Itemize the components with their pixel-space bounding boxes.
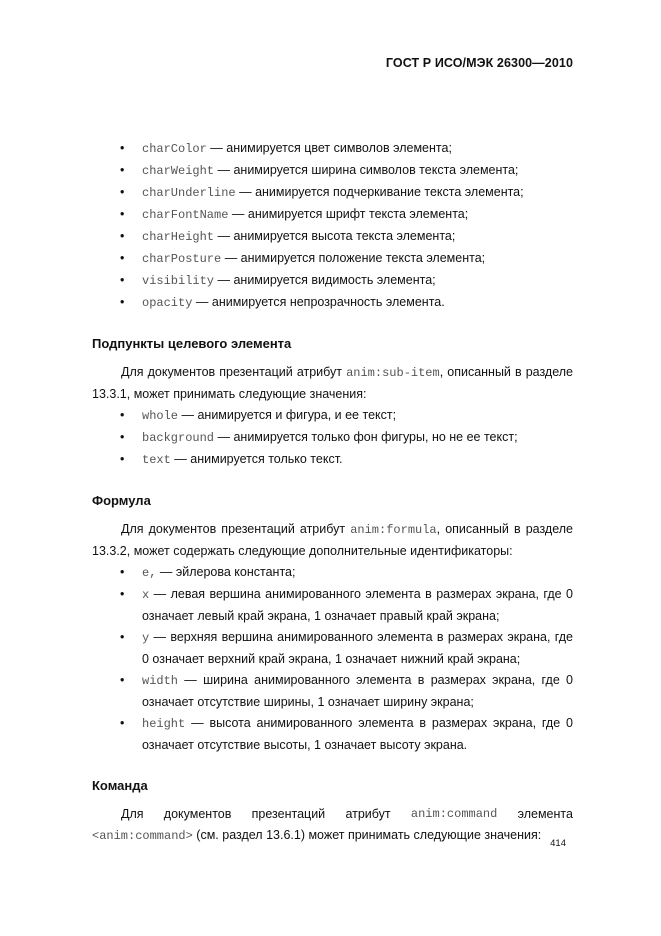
bullet-icon: •	[120, 251, 125, 265]
bullet-icon: •	[120, 565, 125, 579]
paragraph-text: Для документов презентаций атрибут	[121, 522, 351, 536]
paragraph-word: элемента	[517, 807, 573, 821]
item-text: — анимируется шрифт текста элемента;	[228, 207, 469, 221]
page-content	[92, 138, 573, 847]
animated-properties-list	[92, 138, 573, 314]
bullet-icon: •	[120, 430, 125, 444]
code-term: charUnderline	[142, 186, 236, 200]
bullet-icon: •	[120, 273, 125, 287]
item-text: — анимируется ширина символов текста элемента;	[214, 163, 519, 177]
section-paragraph	[92, 519, 573, 562]
code-term: anim:formula	[350, 523, 437, 537]
paragraph-word: атрибут	[345, 807, 391, 821]
bullet-icon: •	[120, 229, 125, 243]
list-item	[92, 182, 573, 204]
paragraph-word: документов	[163, 807, 232, 821]
bullet-icon: •	[120, 673, 125, 687]
list-item	[92, 713, 573, 756]
paragraph-text: (см. раздел 13.6.1) может принимать следующие значения:	[192, 828, 542, 842]
code-term: x	[142, 588, 150, 602]
code-term: charHeight	[142, 230, 215, 244]
code-term: whole	[142, 409, 179, 423]
code-term: charColor	[142, 142, 207, 156]
section-paragraph	[92, 362, 573, 405]
code-term: background	[142, 431, 215, 445]
item-text: — анимируется видимость элемента;	[214, 273, 436, 287]
page-number: 414	[550, 838, 566, 849]
bullet-icon: •	[120, 141, 125, 155]
paragraph-text: , описанный в разделе 13.3.2, может содержать следующие дополнительные идентификаторы:	[92, 522, 573, 558]
list-item	[92, 627, 573, 670]
code-term: y	[142, 631, 150, 645]
sub-item-values-list	[92, 405, 573, 471]
bullet-icon: •	[120, 207, 125, 221]
list-item	[92, 248, 573, 270]
bullet-icon: •	[120, 452, 125, 466]
list-item	[92, 562, 573, 584]
list-item	[92, 670, 573, 713]
item-text: — анимируется положение текста элемента;	[221, 251, 486, 265]
item-text: — эйлерова константа;	[156, 565, 296, 579]
command-paragraph-line1	[92, 804, 573, 825]
paragraph-text: Для документов презентаций атрибут	[121, 365, 347, 379]
section-title-command: Команда	[92, 778, 148, 793]
code-term: charFontName	[142, 208, 229, 222]
section-title-formula: Формула	[92, 493, 151, 508]
list-item	[92, 204, 573, 226]
code-term: height	[142, 717, 186, 731]
list-item	[92, 584, 573, 627]
item-text: — анимируется подчеркивание текста элемента;	[235, 185, 524, 199]
list-item	[92, 226, 573, 248]
item-text: — левая вершина анимированного элемента в размерах экрана, где 0 означает левый край экрана, 1 означает правый край экрана;	[142, 587, 573, 623]
code-term: charPosture	[142, 252, 222, 266]
bullet-icon: •	[120, 716, 125, 730]
code-term: opacity	[142, 296, 193, 310]
item-text: — анимируется высота текста элемента;	[214, 229, 456, 243]
item-text: — анимируется непрозрачность элемента.	[192, 295, 445, 309]
paragraph-word: Для	[121, 807, 144, 821]
section-title-sub-items: Подпункты целевого элемента	[92, 336, 292, 351]
bullet-icon: •	[120, 185, 125, 199]
paragraph-word: презентаций	[251, 807, 326, 821]
list-item	[92, 138, 573, 160]
item-text: — верхняя вершина анимированного элемента в размерах экрана, где 0 означает верхний край экрана, 1 означает нижний край экрана;	[142, 630, 573, 666]
code-term: charWeight	[142, 164, 215, 178]
item-text: — анимируется и фигура, и ее текст;	[178, 408, 397, 422]
list-item	[92, 270, 573, 292]
document-header: ГОСТ Р ИСО/МЭК 26300—2010	[385, 56, 573, 70]
item-text: — ширина анимированного элемента в размерах экрана, где 0 означает отсутствие ширины, 1 означает ширину экрана;	[142, 673, 573, 709]
item-text: — анимируется только фон фигуры, но не ее текст;	[214, 430, 518, 444]
bullet-icon: •	[120, 408, 125, 422]
command-paragraph-line2	[92, 825, 573, 847]
list-item	[92, 292, 573, 314]
list-item	[92, 405, 573, 427]
code-term: anim:sub-item	[346, 366, 440, 380]
item-text: — высота анимированного элемента в размерах экрана, где 0 означает отсутствие высоты, 1 означает высоту экрана.	[142, 716, 573, 752]
code-term: e,	[142, 566, 157, 580]
item-text: — анимируется только текст.	[170, 452, 343, 466]
code-term: visibility	[142, 274, 215, 288]
code-term: text	[142, 453, 171, 467]
bullet-icon: •	[120, 587, 125, 601]
list-item	[92, 160, 573, 182]
paragraph-text: , описанный в разделе 13.3.1, может принимать следующие значения:	[92, 365, 573, 401]
bullet-icon: •	[120, 630, 125, 644]
code-term: anim:command	[410, 807, 498, 821]
bullet-icon: •	[120, 295, 125, 309]
code-term: width	[142, 674, 179, 688]
code-term: <anim:command>	[92, 829, 193, 843]
formula-identifiers-list	[92, 562, 573, 756]
item-text: — анимируется цвет символов элемента;	[206, 141, 452, 155]
bullet-icon: •	[120, 163, 125, 177]
list-item	[92, 427, 573, 449]
list-item	[92, 449, 573, 471]
